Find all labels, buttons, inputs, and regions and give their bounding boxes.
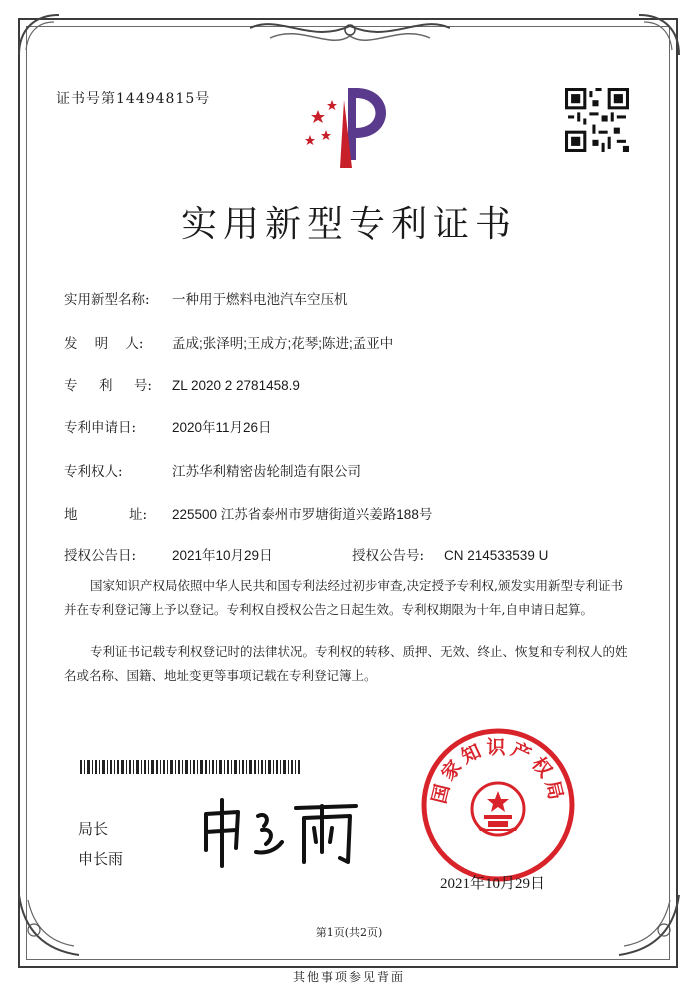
signature-icon [196, 792, 366, 870]
seal-date: 2021年10月29日 [440, 876, 546, 892]
field-inventor [64, 332, 393, 352]
field-label: 专 利 号: [64, 378, 152, 394]
field-patent-number [64, 374, 300, 394]
field-value: 江苏华利精密齿轮制造有限公司 [172, 464, 361, 479]
corner-ornament [634, 10, 684, 60]
certificate-title: 实用新型专利证书 [180, 204, 517, 245]
footer-note: 其他事项参见背面 [292, 970, 405, 984]
field-grant-date [64, 544, 273, 564]
official-seal-icon [418, 725, 578, 885]
barcode-icon [80, 760, 300, 774]
field-value: 一种用于燃料电池汽车空压机 [172, 292, 348, 307]
page-number: 第1页(共2页) [315, 926, 383, 939]
body-paragraph: 专利证书记载专利权登记时的法律状况。专利权的转移、质押、无效、终止、恢复和专利权人的姓名或名称、国籍、地址变更等事项记载在专利登记簿上。 [64, 644, 628, 683]
field-value: 2021年10月29日 [172, 548, 273, 563]
field-utility-model-name [64, 288, 348, 308]
field-value: ZL 2020 2 2781458.9 [172, 378, 300, 393]
field-value: 2020年11月26日 [172, 420, 272, 435]
field-label: 实用新型名称: [64, 292, 150, 308]
field-value: 孟成;张泽明;王成方;花琴;陈进;孟亚中 [172, 336, 394, 351]
field-patentee [64, 460, 361, 480]
field-label: 授权公告号: [352, 548, 425, 564]
field-label: 专利权人: [64, 464, 123, 480]
field-address [64, 503, 432, 523]
top-ornament [250, 14, 450, 54]
field-label: 专利申请日: [64, 420, 137, 436]
director-title: 局长 [78, 820, 109, 838]
field-label: 发 明 人: [64, 336, 144, 352]
certificate-number: 证书号第14494815号 [56, 91, 211, 107]
field-filing-date [64, 416, 272, 436]
field-value: 225500 江苏省泰州市罗塘街道兴姜路188号 [172, 507, 433, 522]
qr-code-icon [565, 88, 629, 152]
field-label: 授权公告日: [64, 548, 137, 564]
corner-ornament [14, 10, 64, 60]
field-value: CN 214533539 U [444, 548, 549, 563]
field-grant-number [352, 544, 548, 564]
body-paragraph: 国家知识产权局依照中华人民共和国专利法经过初步审查,决定授予专利权,颁发实用新型专利证书并在专利登记簿上予以登记。专利权自授权公告之日起生效。专利权期限为十年,自申请日起算。 [64, 578, 623, 617]
seal-text: 国家知识产权局 [428, 736, 568, 806]
cnipa-logo-icon [296, 80, 406, 168]
director-name: 申长雨 [78, 850, 124, 868]
field-label: 地 址: [64, 507, 148, 523]
